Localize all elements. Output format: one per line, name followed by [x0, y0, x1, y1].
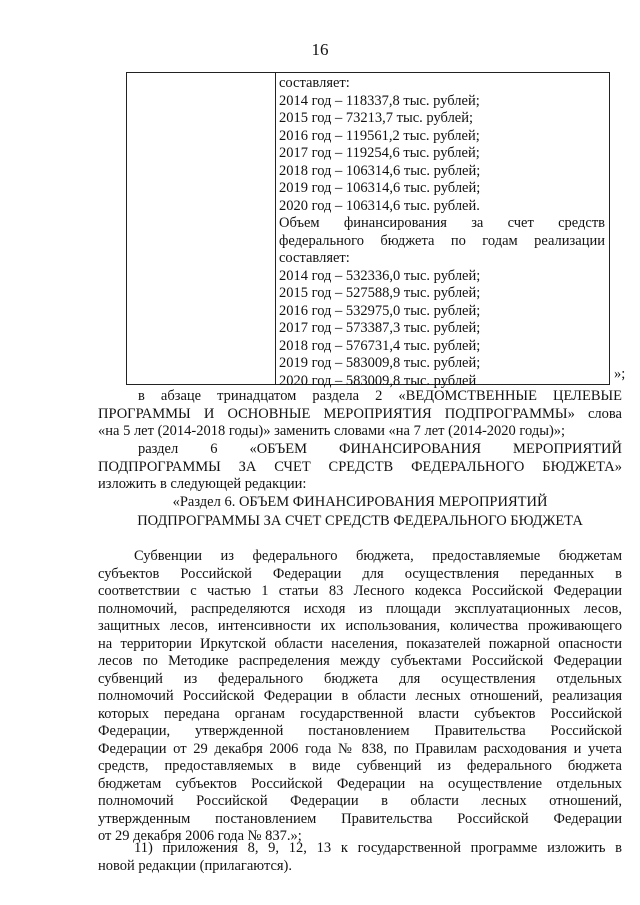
- paragraph-line: ПОДПРОГРАММЫ ЗА СЧЕТ СРЕДСТВ ФЕДЕРАЛЬНОГО БЮДЖЕТА»: [98, 458, 622, 475]
- table-line: 2015 год – 527588,9 тыс. рублей;: [279, 285, 481, 301]
- table-line: 2015 год – 73213,7 тыс. рублей;: [279, 110, 474, 126]
- paragraph-subventions: [98, 548, 622, 846]
- table-line: составляет:: [279, 75, 350, 91]
- table-line: 2014 год – 118337,8 тыс. рублей;: [279, 92, 480, 109]
- table-line: составляет:: [279, 250, 350, 266]
- paragraph-line: 11) приложения 8, 9, 12, 13 к государственной программе изложить в: [134, 840, 622, 856]
- heading-line: ПОДПРОГРАММЫ ЗА СЧЕТ СРЕДСТВ ФЕДЕРАЛЬНОГО БЮДЖЕТА: [137, 513, 583, 529]
- paragraph-line: ПРОГРАММЫ И ОСНОВНЫЕ МЕРОПРИЯТИЯ ПОДПРОГРАММЫ» слова: [98, 405, 622, 422]
- table-line: 2020 год – 583009,8 тыс. рублей: [279, 372, 477, 389]
- paragraph-line: бюджетам субъектов Российской Федерации на осуществление отдельных: [98, 775, 622, 792]
- paragraph-line: изложить в следующей редакции:: [98, 476, 307, 492]
- heading-line: «Раздел 6. ОБЪЕМ ФИНАНСИРОВАНИЯ МЕРОПРИЯТИЙ: [172, 494, 548, 510]
- table-line: 2016 год – 532975,0 тыс. рублей;: [279, 302, 481, 319]
- paragraph-line: раздел 6 «ОБЪЕМ ФИНАНСИРОВАНИЯ МЕРОПРИЯТИЙ: [138, 441, 622, 457]
- table-line: 2018 год – 576731,4 тыс. рублей;: [279, 337, 481, 354]
- table-line: 2020 год – 106314,6 тыс. рублей.: [279, 197, 480, 214]
- paragraph-line: утвержденным постановлением Правительства Российской Федерации: [98, 810, 622, 827]
- funding-table-cell: [279, 75, 605, 390]
- paragraph-line: полномочий Российской Федерации в области лесных отношений, реализация: [98, 688, 622, 704]
- paragraph-line: «на 5 лет (2014-2018 годы)» заменить словами «на 7 лет (2014-2020 годы)»;: [98, 423, 566, 439]
- page-number: 16: [311, 40, 329, 59]
- paragraph-line: Федерации от 29 декабря 2006 года № 838, по Правилам расходования и учета: [98, 740, 622, 757]
- paragraph-line: полномочий Российской Федерации в области лесных отношений,: [98, 793, 622, 809]
- table-line: 2018 год – 106314,6 тыс. рублей;: [279, 162, 481, 179]
- table-line: 2019 год – 583009,8 тыс. рублей;: [279, 355, 481, 371]
- table-column-divider: [275, 73, 276, 384]
- paragraph-line: Федерации, утвержденной постановлением Правительства Российской: [98, 723, 622, 739]
- paragraph-line: субъектов Российской Федерации для осуществления переданных в: [98, 565, 622, 582]
- paragraph-line: лесов по Методике распределения между субъектами Российской Федерации: [98, 653, 622, 669]
- table-line: Объем финансирования за счет средств: [279, 215, 605, 231]
- paragraph-line: соответствии с частью 1 статьи 83 Лесного кодекса Российской Федерации: [98, 583, 622, 599]
- table-line: 2014 год – 532336,0 тыс. рублей;: [279, 267, 481, 284]
- table-line: 2017 год – 119254,6 тыс. рублей;: [279, 145, 480, 161]
- table-closing-quote: »;: [614, 366, 626, 382]
- paragraph-line: в абзаце тринадцатом раздела 2 «ВЕДОМСТВЕННЫЕ ЦЕЛЕВЫЕ: [138, 388, 622, 404]
- table-line: федерального бюджета по годам реализации: [279, 232, 605, 249]
- paragraph-line: субвенций из федерального бюджета для осуществления отдельных: [98, 670, 622, 687]
- paragraph-line: на территории Иркутской области населения, показателей пожарной опасности: [98, 635, 622, 652]
- table-line: 2019 год – 106314,6 тыс. рублей;: [279, 180, 481, 196]
- paragraph-appendices: [98, 840, 622, 875]
- table-line: 2016 год – 119561,2 тыс. рублей;: [279, 127, 480, 144]
- funding-table: [126, 72, 610, 389]
- paragraph-line: полномочий, распределяются исходя из площади эксплуатационных лесов,: [98, 600, 622, 617]
- table-line: 2017 год – 573387,3 тыс. рублей;: [279, 320, 481, 336]
- paragraph-line: защитных лесов, интенсивности их использования, количества проживающего: [98, 618, 622, 634]
- paragraph-line: от 29 декабря 2006 года № 837.»;: [98, 828, 302, 844]
- paragraph-line: средств, предоставляемых в виде субвенций из федерального бюджета: [98, 758, 622, 774]
- paragraph-line: Субвенции из федерального бюджета, предоставляемые бюджетам: [134, 548, 622, 564]
- paragraph-section-2-amendment: [98, 388, 622, 441]
- paragraph-section-6-amendment: [98, 441, 622, 494]
- paragraph-line: новой редакции (прилагаются).: [98, 857, 293, 874]
- section-6-heading: [98, 493, 622, 531]
- paragraph-line: которых передана органам государственной власти субъектов Российской: [98, 705, 622, 722]
